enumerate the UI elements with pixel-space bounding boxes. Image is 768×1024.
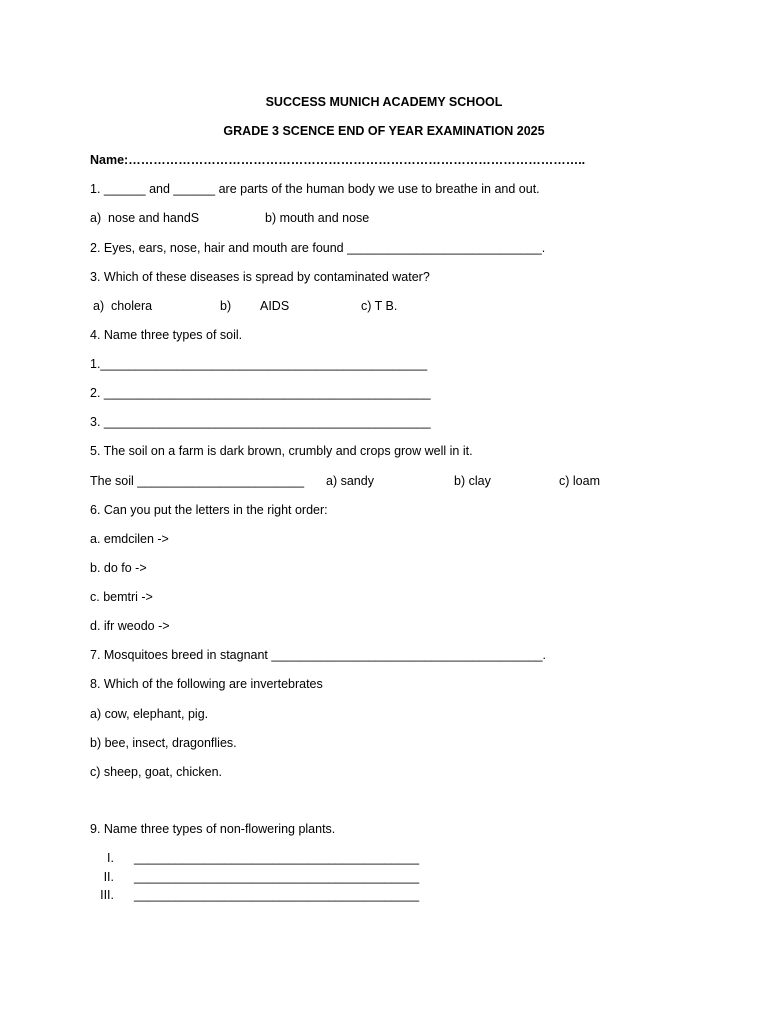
q9-item-1-line: _________________________________________ — [134, 851, 420, 865]
q3-option-a: a) cholera — [93, 299, 153, 313]
q1-option-a: a) nose and handS — [90, 211, 200, 225]
q3-option-b-letter: b) — [220, 299, 232, 313]
q5-option-a: a) sandy — [326, 474, 374, 488]
q5-option-c: c) loam — [559, 474, 600, 488]
q6-item-c: c. bemtri -> — [90, 590, 153, 604]
q4-answer-line-1: 1._______________________________________________ — [90, 357, 428, 371]
question-6: 6. Can you put the letters in the right order: — [90, 503, 328, 517]
name-line: Name:……………………………………………………………………………………………….. — [90, 153, 586, 167]
q6-item-d: d. ifr weodo -> — [90, 619, 170, 633]
school-title: SUCCESS MUNICH ACADEMY SCHOOL — [265, 95, 503, 109]
q3-option-b: AIDS — [260, 299, 290, 313]
q4-answer-line-2: 2. _______________________________________________ — [90, 386, 431, 400]
question-8: 8. Which of the following are invertebrates — [90, 677, 323, 691]
q9-item-2-line: _________________________________________ — [134, 870, 420, 884]
q9-item-3-line: _________________________________________ — [134, 888, 420, 902]
q5-stem: The soil ________________________ — [90, 474, 305, 488]
q1-option-b: b) mouth and nose — [265, 211, 370, 225]
q8-option-a: a) cow, elephant, pig. — [90, 707, 209, 721]
q3-option-c: c) T B. — [361, 299, 398, 313]
q6-item-a: a. emdcilen -> — [90, 532, 169, 546]
question-7: 7. Mosquitoes breed in stagnant _______________________________________. — [90, 648, 546, 662]
q5-option-b: b) clay — [454, 474, 491, 488]
q9-item-2-number: II. — [103, 870, 114, 884]
question-2: 2. Eyes, ears, nose, hair and mouth are found ____________________________. — [90, 241, 546, 255]
question-9: 9. Name three types of non-flowering plants. — [90, 822, 336, 836]
exam-title: GRADE 3 SCENCE END OF YEAR EXAMINATION 2025 — [223, 124, 545, 138]
q4-answer-line-3: 3. _______________________________________________ — [90, 415, 431, 429]
question-4: 4. Name three types of soil. — [90, 328, 243, 342]
question-5: 5. The soil on a farm is dark brown, crumbly and crops grow well in it. — [90, 444, 473, 458]
q8-option-b: b) bee, insect, dragonflies. — [90, 736, 237, 750]
question-3: 3. Which of these diseases is spread by contaminated water? — [90, 270, 430, 284]
q9-item-3-number: III. — [100, 888, 114, 902]
q9-item-1-number: I. — [107, 851, 114, 865]
q6-item-b: b. do fo -> — [90, 561, 147, 575]
q8-option-c: c) sheep, goat, chicken. — [90, 765, 223, 779]
question-1: 1. ______ and ______ are parts of the human body we use to breathe in and out. — [90, 182, 540, 196]
